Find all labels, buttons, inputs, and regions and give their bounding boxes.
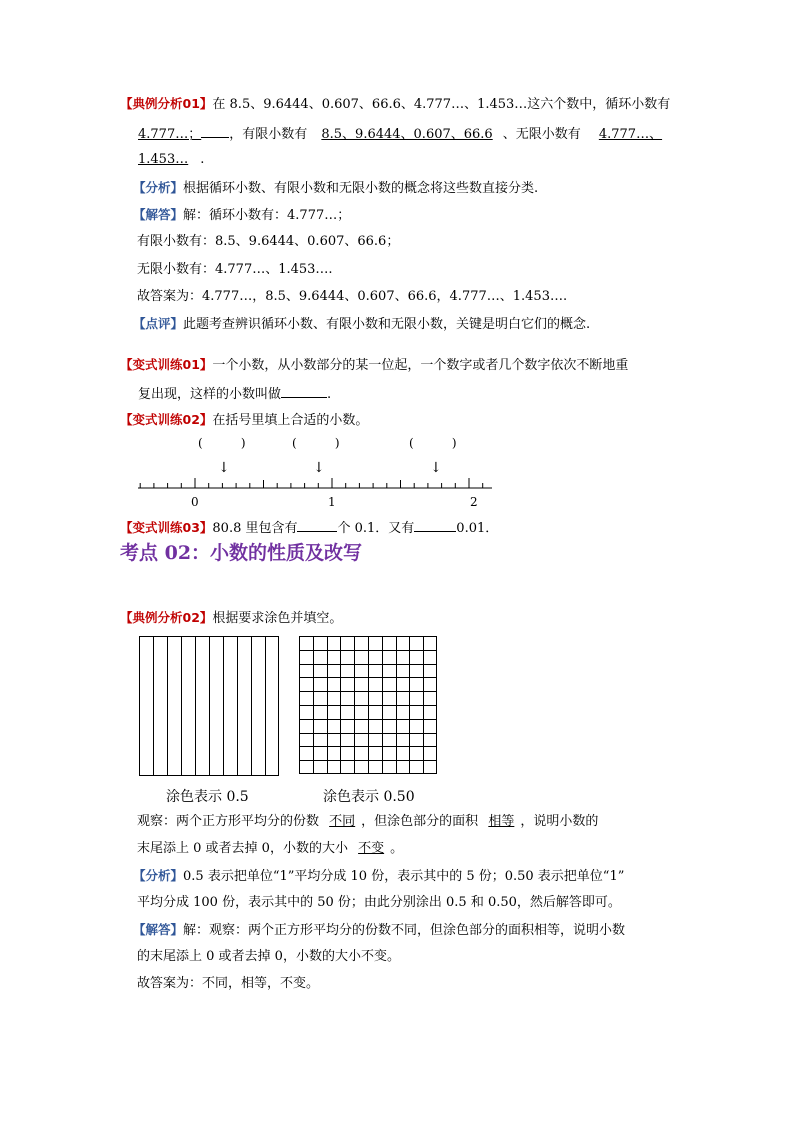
square-tenths[interactable] [139, 636, 279, 776]
v3-line: 【变式训练03】80.8 里包含有 个 0.1．又有 0.01． [120, 520, 499, 536]
obs-answer-3: 不变 [358, 841, 385, 856]
section-title: 考点 02：小数的性质及改写 [120, 542, 363, 564]
ex2-observation-line2: 末尾添上 0 或者去掉 0，小数的大小 不变 。 [137, 841, 404, 856]
ex2-analysis: 【分析】0.5 表示把单位“1”平均分成 10 份，表示其中的 5 份；0.50 表示把单位“1” [133, 868, 625, 884]
v3-blank-2[interactable] [414, 518, 456, 532]
ex1-question-text: 在 8.5、9.6444、0.607、66.6、4.777…、1.453…这六个数中，循环小数有 [212, 97, 671, 112]
caption-left: 涂色表示 0.5 [166, 789, 249, 805]
ex1-answer-repeating: 4.777…； [138, 127, 202, 142]
axis-label-0: 0 [191, 495, 199, 509]
caption-right: 涂色表示 0.50 [323, 789, 415, 805]
ex1-solution-line4: 故答案为：4.777…，8.5、9.6444、0.607、66.6，4.777…、1.453…. [137, 289, 568, 304]
ex1-comment: 【点评】此题考查辨识循环小数、有限小数和无限小数，关键是明白它们的概念. [133, 316, 591, 332]
ex2-observation-line1: 观察：两个正方形平均分的份数 不同 ，但涂色部分的面积 相等 ，说明小数的 [137, 814, 599, 829]
v1-blank[interactable] [281, 384, 327, 398]
ex2-solution: 【解答】解：观察：两个正方形平均分的份数不同，但涂色部分的面积相等，说明小数 [133, 922, 626, 938]
arrow-down-icon: ↓ [218, 460, 230, 476]
ex1-solution-line3: 无限小数有：4.777…、1.453…. [137, 262, 333, 277]
v1-line2: 复出现，这样的小数叫做 . [138, 384, 331, 404]
v3-blank-1[interactable] [297, 518, 337, 532]
ex1-answer-infinite-b: 1.453… [138, 152, 189, 167]
v3-tag: 【变式训练03】 [120, 520, 213, 535]
ex1-answer-finite: 8.5、9.6444、0.607、66.6 [321, 127, 493, 142]
ex1-analysis: 【分析】根据循环小数、有限小数和无限小数的概念将这些数直接分类. [133, 180, 539, 196]
ex2-tag: 【典例分析02】 [120, 610, 213, 625]
arrow-down-icon: ↓ [430, 460, 442, 476]
square-hundredths[interactable] [299, 636, 437, 774]
ex1-tag: 【典例分析01】 [120, 96, 213, 111]
axis-label-2: 2 [470, 495, 478, 509]
paren-blank-3[interactable]: ( ) [409, 436, 457, 450]
ex1-question-line1 [120, 95, 670, 114]
v2-tag: 【变式训练02】 [120, 412, 213, 427]
ex1-solution: 【解答】解：循环小数有：4.777…； [133, 207, 351, 223]
obs-answer-2: 相等 [488, 814, 515, 829]
ex2-solution-line2: 的末尾添上 0 或者去掉 0，小数的大小不变。 [137, 949, 400, 964]
v2-line: 【变式训练02】在括号里填上合适的小数。 [120, 412, 369, 428]
ex1-answer-infinite-a: 4.777…、 [598, 127, 663, 142]
ex2-line: 【典例分析02】根据要求涂色并填空。 [120, 610, 343, 626]
obs-answer-1: 不同 [329, 814, 356, 829]
ex1-question-line3: 1.453… . [138, 152, 205, 167]
ex2-analysis-line2: 平均分成 100 份，表示其中的 50 份；由此分别涂出 0.5 和 0.50，然后解答即可。 [137, 895, 621, 910]
axis-label-1: 1 [328, 495, 336, 509]
paren-blank-2[interactable]: ( ) [292, 436, 340, 450]
ex1-solution-line2: 有限小数有：8.5、9.6444、0.607、66.6； [137, 234, 400, 249]
number-line [136, 432, 496, 512]
ex2-solution-line3: 故答案为：不同，相等，不变。 [137, 976, 320, 991]
ex1-question-line2: 4.777…； ，有限小数有 8.5、9.6444、0.607、66.6 、无限小数有 4.777…、 [138, 124, 662, 144]
v1-line1: 【变式训练01】一个小数，从小数部分的某一位起，一个数字或者几个数字依次不断地重 [120, 357, 629, 373]
arrow-down-icon: ↓ [313, 460, 325, 476]
paren-blank-1[interactable]: ( ) [198, 436, 246, 450]
v1-tag: 【变式训练01】 [120, 357, 213, 372]
